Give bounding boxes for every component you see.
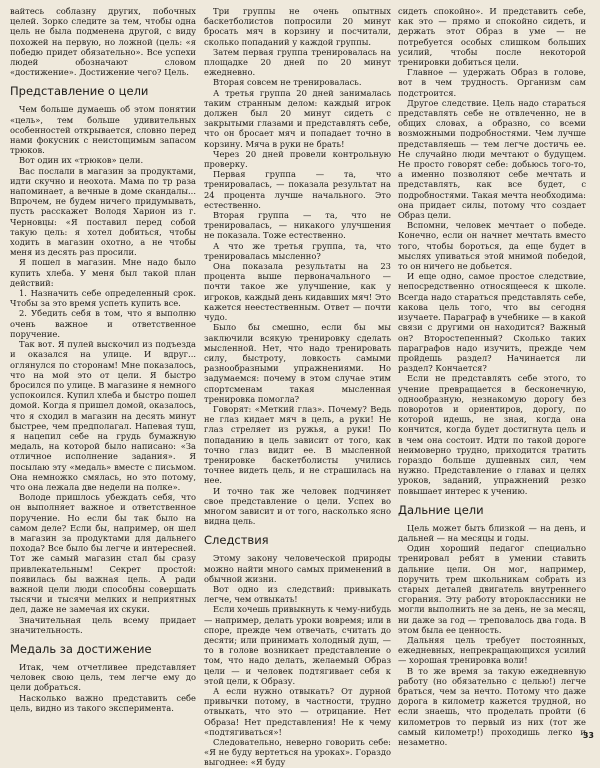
paragraph: Говорят: «Меткий глаз». Почему? Ведь не глаз кидает мяч в цель, а руки! Не глаз стреляет из ружья, а руки! По попаданию в цель зависит от того, как точно глаз видит ее. В мысленной тренировке баскетболисты учились точнее видеть цель, и не страшилась на нее. [204, 403, 391, 486]
paragraph: Значительная цель всему придает значительность. [10, 614, 196, 635]
paragraph: Цель может быть близкой — на день, и дальней — на месяцы и годы. [398, 522, 586, 543]
paragraph: Так вот. Я пулей выскочил из подъезда и оказался на улице. И вдруг... оглянулся по сторонам! Мне показалось, что на мой это от цели. Я быстро бросился по улице. В магазине я немного успокоился. Купил хлеба и быстро пошел домой. Когда я пришел домой, оказалось, что я сходил в магазин на десять минут быстрее, чем предполагал. Напевая туш, я нацепил себе на грудь бумажную медаль, на которой было написано: «За отличное исполнение задания». Я посылаю эту «медаль» вместе с письмом. Она немножко смялась, но это потому, что она лежала две недели на полке». [10, 339, 196, 492]
paragraph: Вас послали в магазин за продуктами, идти скучно и неохота. Мама по тр раза напоминает, а вечные в доме скандалы... Впрочем, не будем ничего придумывать, пусть расскажет Володя Харион из г. Черновцы: «Я поставил перед собой такую цель: я хотел добиться, чтобы ходить в магазин охотно, а не чтобы меня из десять раз просили. [10, 165, 196, 258]
paragraph: Вторая совсем не тренировалась. [213, 77, 362, 88]
paragraph: Три группы не очень опытных баскетболистов попросили 20 минут бросать мяч в корзину и посчитали, сколько попаданий у каждой группы. [204, 6, 391, 47]
paragraph: Она показала результаты на 23 процента выше первоначального — почти такое же улучшение, как у игроков, каждый день кидавших мяч! Это кажется неестественным. Ответ — почти чудо. [204, 261, 391, 323]
paragraph: Затем первая группа тренировалась на площадке 20 дней по 20 минут ежедневно. [204, 46, 391, 78]
paragraph: Первая группа — та, что тренировалась, — показала результат на 24 процента лучше начального. Это естественно. [204, 169, 391, 210]
paragraph: Главное — удержать Образ в голове, вот в чем трудность. Организм сам подстроится. [398, 67, 586, 98]
section-heading: Дальние цели [398, 502, 484, 517]
paragraph: Володе пришлось убеждать себя, что он выполняет важное и ответственное поручение. Но если бы так было на самом деле? Если бы, например, он шел в магазин за продуктами для дальнего похода? Все было бы легче и интересней. Тот же самый магазин стал бы сразу привлекательным! Секрет простой: появилась бы важная цель. А ради важной цели люди способны совершать тысячи и тысячи мелких и неприятных дел, даже не замечая их скуки. [10, 492, 196, 615]
page-number: 33 [582, 731, 594, 740]
paragraph: В то же время за такую ежедневную работу (но обязательно с целью!) легче браться, чем за нечто. Потому что даже дорога в километр кажется трудной, но если знаешь, что проделать пройти (6 километров то первый из них (тот же самый километр!) проходишь легко и незаметно. [398, 665, 586, 748]
section-heading: Следствия [204, 533, 269, 548]
column-1 [10, 6, 196, 738]
paragraph: Вспомни, человек мечтает о победе. Конечно, если он начнет мечтать вместо того, чтобы бороться, да еще будет в мыслях упиваться этой мнимой победой, то он ничего не добьется. [398, 220, 586, 272]
paragraph: Вот одно из следствий: привыкать легче, чем отвыкать! [204, 583, 391, 605]
paragraph: Чем больше думаешь об этом понятии «цель», тем больше удивительных особенностей открывается, словно перед нами фокусник с неистощимым запасом трюков. [10, 104, 196, 156]
paragraph: Следовательно, неверно говорить себе: «Я не буду вертеться на уроках». Гораздо выгоднее: «Я буду [204, 737, 391, 768]
paragraph: Итак, чем отчетливее представляет человек свою цель, тем легче ему до цели добраться. [10, 661, 196, 693]
paragraph: А что же третья группа, та, что тренировалась мысленно? [204, 240, 391, 261]
paragraph: Через 20 дней провели контрольную проверку. [204, 148, 391, 170]
paragraph: Я пошел в магазин. Мне надо было купить хлеба. У меня был такой план действий: [10, 257, 196, 288]
paragraph: 2. Убедить себя в том, что я выполню очень важное и ответственное поручение. [10, 308, 196, 339]
paragraph: И точно так же человек подчиняет свое представление о цели. Успех во многом зависит и от того, насколько ясно видна цель. [204, 485, 391, 527]
paragraph: Вот один их «трюков» цели. [19, 155, 144, 166]
paragraph: Было бы смешно, если бы мы заключили всякую тренировку сделать мысленной. Нет, что надо тренировать силу, быстроту, ловкость самыми разнообразными упражнениями. Но задумаемся: почему в этом случае этим спортсменам такая мысленная тренировка помогла? [204, 322, 391, 404]
paragraph: Этому закону человеческой природы можно найти много самых применений в обычной жизни. [204, 553, 391, 584]
paragraph: Дальняя цель требует постоянных, ежедневных, непрекращающихся усилий — хорошая тренировка воли! [398, 634, 586, 666]
paragraph: Вторая группа — та, что не тренировалась, — никакого улучшения не показала. Тоже естественно. [204, 210, 391, 241]
paragraph: Насколько важно представить себе цель, видно из такого эксперимента. [10, 692, 196, 713]
paragraph: сидеть спокойно». И представить себе, как это — прямо и спокойно сидеть, и держать этот Образ в уме — не потребуется особых слишком больших усилий, чтобы после некоторой тренировки добиться цели. [398, 6, 586, 68]
paragraph: вайтесь соблазну других, побочных целей. Зорко следите за тем, чтобы одна цель не была подменена другой, с виду похожей на первую, но ложной (цель: «я победю придет обязательно». Все успехи людей обозначают словом «достижение». Достижение чего? Цель. [10, 6, 196, 78]
paragraph: А третья группа 20 дней занималась таким странным делом: каждый игрок должен был 20 минут сидеть с закрытыми глазами и представлять себе, что он бросает мяч и попадает точно в корзину. Мяча в руки не брать! [204, 87, 391, 149]
paragraph: Другое следствие. Цель надо стараться представлять себе не отвлеченно, не в общих словах, а образно, со всеми возможными подробностями. Чем лучше представляешь — тем легче достичь ее. Не случайно люди мечтают о будущем. Не просто говорят себе: добьюсь того-то, а именно позволяют себе мечтать и представлять, как все будет, с подробностями. Такая мечта необходима: она придает силы, потому что создает Образ цели. [398, 97, 586, 221]
paragraph: Если не представлять себе этого, то учение превращается в бесконечную, однообразную, незнакомую дорогу без поворотов и ориентиров, дорогу, по которой идешь, не зная, когда она кончится, когда будет достигнута цель и в чем она состоит. Идти по такой дороге неимоверно трудно, приходится тратить гораздо больше душевных сил, чем нужно. Представление о главах и целях уроков, заданий, упражнений резко повышает интерес к учению. [398, 373, 586, 496]
column-2 [204, 6, 391, 768]
paragraph: 1. Назначить себе определенный срок. Чтобы за это время успеть купить все. [10, 288, 196, 309]
paragraph: Один хороший педагог специально тренировал ребят в умении ставить дальние цели. Он мог, например, поручить трем школьникам собрать из старых деталей двигатель внутреннего сгорания. Эту работу второклассники не могли выполнить не за день, не за месяц, ни даже за год — треповалось два года. В этом была ее ценность. [398, 543, 586, 635]
paragraph: А если нужно отвыкать? От дурной привычки потому, в частности, трудно отвыкать, что это — отрицание. Нет Образа! Нет представления! Не к чему «подтягиваться»! [204, 686, 391, 737]
paragraph: И еще одно, самое простое следствие, непосредственно относящееся к школе. Всегда надо стараться представлять себе, какова цель того, что вы сегодня изучаете. Параграф в учебнике — в какой связи с другими он находится? Важный он? Второстепенный? Сколько таких параграфов надо изучить, прежде чем пройдешь раздел? Начинается ли раздел? Кончается? [398, 271, 586, 374]
paragraph: Если хочешь привыкнуть к чему-нибудь — например, делать уроки вовремя; или в споре, прежде чем отвечать, считать до десяти; или принимать холодный душ, — то в голове возникает представление о том, что надо делать, желаемый Образ цели — и человек подтягивает себя к этой цели, к Образу. [204, 604, 391, 686]
section-heading: Медаль за достижение [10, 641, 152, 656]
column-3 [398, 6, 586, 748]
section-heading: Представление о цели [10, 84, 149, 99]
